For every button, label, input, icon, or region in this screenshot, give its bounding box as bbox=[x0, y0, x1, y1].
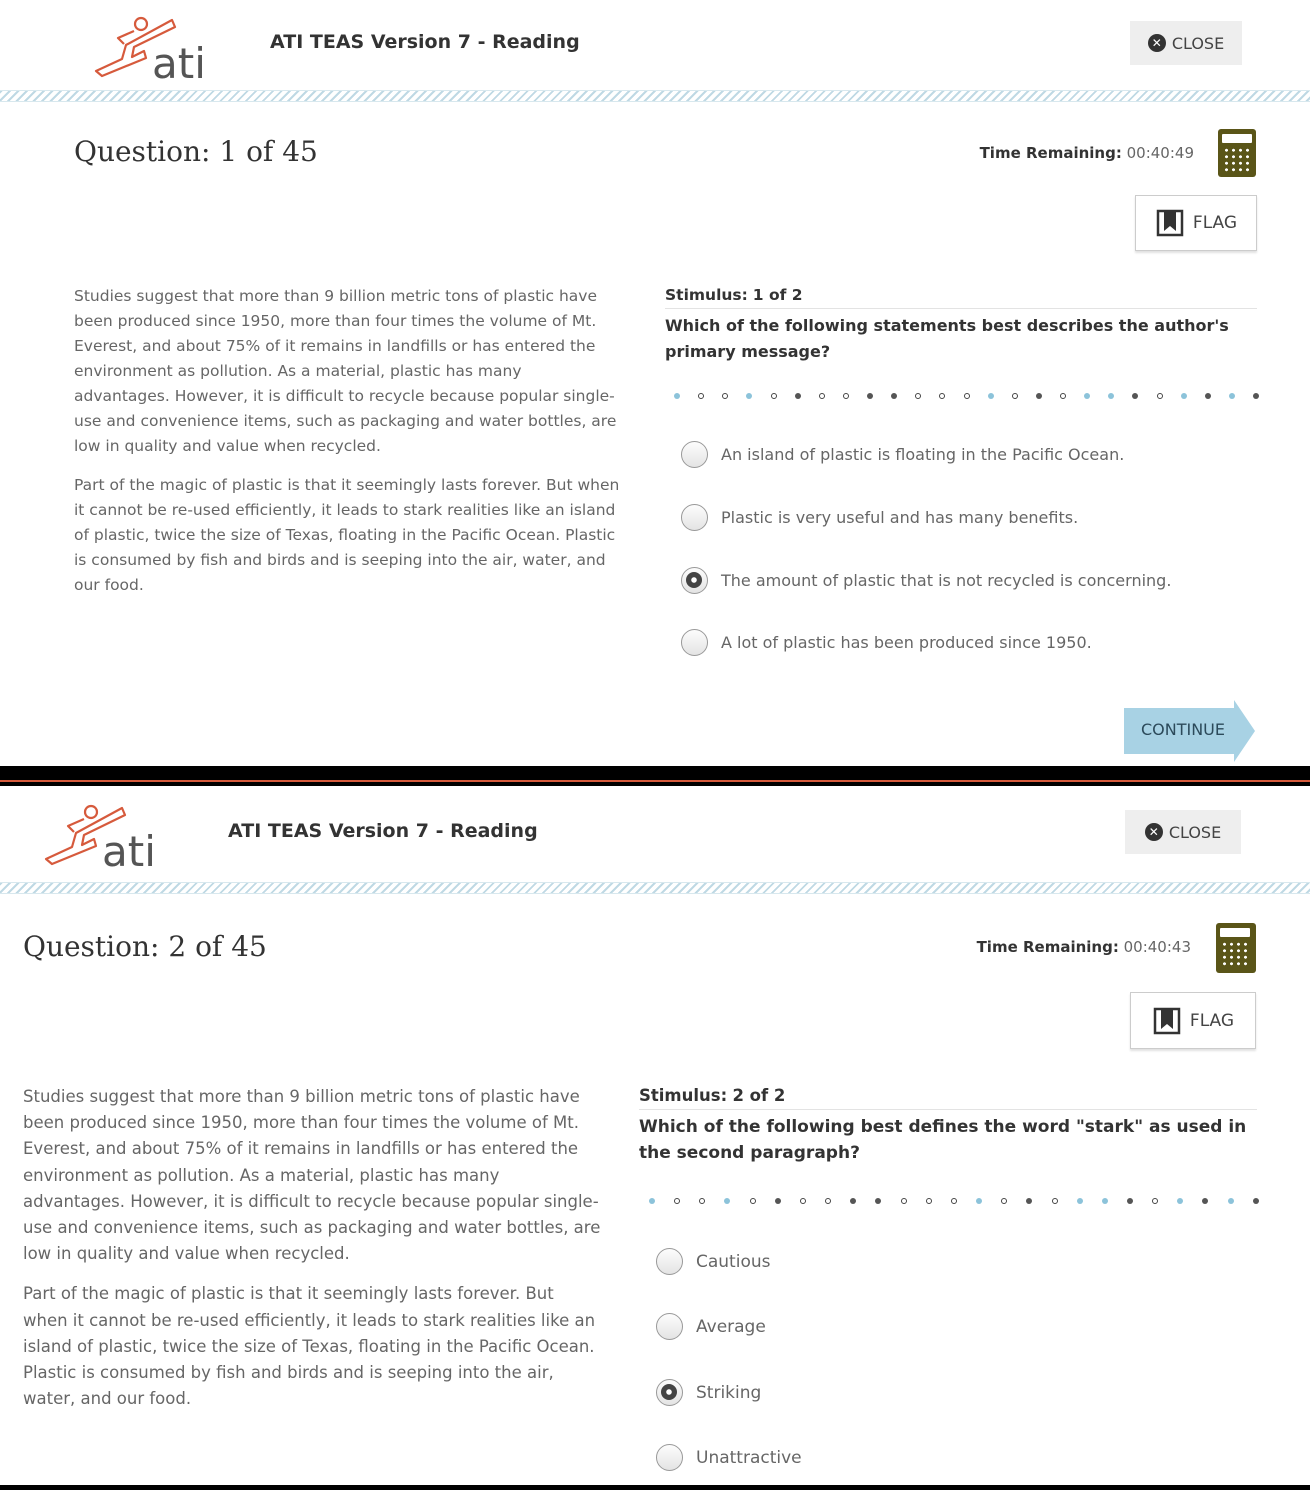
question-text: Which of the following best defines the word "stark" as used in the second paragraph? bbox=[639, 1117, 1247, 1163]
answer-option-text: Striking bbox=[696, 1382, 762, 1403]
progress-dot[interactable] bbox=[850, 1198, 856, 1204]
progress-dot[interactable] bbox=[724, 1198, 730, 1204]
answer-option[interactable] bbox=[656, 1444, 802, 1471]
progress-dot[interactable] bbox=[867, 393, 873, 399]
quiz-screen-2 bbox=[0, 786, 1310, 1485]
time-label: Time Remaining: bbox=[976, 938, 1119, 956]
progress-dot[interactable] bbox=[722, 393, 728, 399]
progress-dot[interactable] bbox=[951, 1198, 957, 1204]
radio-button-icon[interactable] bbox=[681, 441, 708, 468]
question-number: Question: 1 of 45 bbox=[74, 135, 318, 168]
flag-button[interactable] bbox=[1135, 195, 1257, 251]
answer-option[interactable] bbox=[656, 1379, 761, 1406]
close-circle-icon: ✕ bbox=[1145, 823, 1163, 841]
radio-button-icon[interactable] bbox=[656, 1313, 683, 1340]
bookmark-flag-icon bbox=[1152, 1006, 1182, 1036]
passage-paragraph: Part of the magic of plastic is that it seemingly lasts forever. But when it cannot be re-used efficiently, it leads to stark realities like an island of plastic, twice the size of Texas, floating in the Pacific Ocean. Plastic is consumed by fish and birds and is seeping into the air, water, and our food. bbox=[23, 1284, 596, 1409]
bookmark-flag-icon bbox=[1155, 208, 1185, 238]
close-button[interactable] bbox=[1130, 21, 1242, 65]
time-value: 00:40:43 bbox=[1123, 938, 1191, 956]
continue-button[interactable] bbox=[1124, 700, 1256, 762]
close-button[interactable] bbox=[1125, 810, 1241, 854]
answer-option-text: Cautious bbox=[696, 1251, 771, 1272]
close-circle-icon: ✕ bbox=[1148, 34, 1166, 52]
progress-dot[interactable] bbox=[1108, 393, 1114, 399]
question-number: Question: 2 of 45 bbox=[23, 930, 267, 963]
progress-dot[interactable] bbox=[1181, 393, 1187, 399]
continue-label: CONTINUE bbox=[1140, 720, 1225, 739]
progress-dot[interactable] bbox=[875, 1198, 881, 1204]
logo-text: ati bbox=[102, 827, 156, 870]
answer-option[interactable] bbox=[656, 1313, 766, 1340]
flag-button[interactable] bbox=[1130, 992, 1256, 1049]
progress-dot[interactable] bbox=[1052, 1198, 1058, 1204]
radio-button-icon[interactable] bbox=[656, 1248, 683, 1275]
progress-dot[interactable] bbox=[1202, 1198, 1208, 1204]
progress-dot[interactable] bbox=[649, 1198, 655, 1204]
answer-option[interactable] bbox=[681, 629, 1092, 656]
app-title: ATI TEAS Version 7 - Reading bbox=[228, 820, 538, 842]
progress-dot[interactable] bbox=[1012, 393, 1018, 399]
progress-dot[interactable] bbox=[775, 1198, 781, 1204]
progress-dot[interactable] bbox=[1001, 1198, 1007, 1204]
progress-dot[interactable] bbox=[1102, 1198, 1108, 1204]
radio-button-icon[interactable] bbox=[681, 504, 708, 531]
time-remaining bbox=[980, 144, 1194, 162]
answer-option[interactable] bbox=[656, 1248, 770, 1275]
passage-paragraph: Studies suggest that more than 9 billion metric tons of plastic have been produced since 1950, more than four times the volume of Mt. Everest, and about 75% of it remains in landfills or has entered the environment as pollution. As a material, plastic has many advantages. However, it is difficult to recycle because popular single-use and convenience items, such as packaging and water bottles, are low in quality and value when recycled. bbox=[74, 287, 617, 455]
progress-dot[interactable] bbox=[1152, 1198, 1158, 1204]
answer-option[interactable] bbox=[681, 441, 1124, 468]
answer-option-text: Plastic is very useful and has many benefits. bbox=[721, 508, 1079, 527]
flag-label: FLAG bbox=[1189, 1010, 1235, 1031]
progress-dot[interactable] bbox=[1060, 393, 1066, 399]
answer-option[interactable] bbox=[681, 567, 1171, 594]
passage bbox=[74, 284, 622, 598]
radio-button-icon[interactable] bbox=[656, 1444, 683, 1471]
passage bbox=[23, 1084, 603, 1412]
header-divider bbox=[0, 882, 1310, 894]
calculator-icon[interactable] bbox=[1216, 923, 1256, 973]
answer-option-text: The amount of plastic that is not recycled is concerning. bbox=[721, 571, 1172, 590]
app-title: ATI TEAS Version 7 - Reading bbox=[270, 31, 580, 53]
header-divider bbox=[0, 90, 1310, 102]
stimulus-block bbox=[639, 1086, 1257, 1166]
progress-dot[interactable] bbox=[843, 393, 849, 399]
progress-dot[interactable] bbox=[1157, 393, 1163, 399]
progress-dot[interactable] bbox=[746, 393, 752, 399]
header bbox=[0, 786, 1310, 886]
ati-logo bbox=[44, 802, 164, 870]
progress-dot[interactable] bbox=[976, 1198, 982, 1204]
progress-dot[interactable] bbox=[819, 393, 825, 399]
answer-option-text: A lot of plastic has been produced since 1950. bbox=[721, 633, 1092, 652]
logo-text: ati bbox=[152, 39, 206, 82]
progress-dot[interactable] bbox=[1084, 393, 1090, 399]
close-label: CLOSE bbox=[1168, 822, 1222, 842]
flag-label: FLAG bbox=[1192, 213, 1238, 233]
progress-dot[interactable] bbox=[1026, 1198, 1032, 1204]
progress-dot[interactable] bbox=[698, 393, 704, 399]
question-progress-dots bbox=[649, 1198, 1259, 1204]
progress-dot[interactable] bbox=[750, 1198, 756, 1204]
progress-dot[interactable] bbox=[1127, 1198, 1133, 1204]
ati-logo bbox=[94, 14, 214, 82]
calculator-icon[interactable] bbox=[1218, 129, 1256, 177]
progress-dot[interactable] bbox=[1077, 1198, 1083, 1204]
answer-option-text: Average bbox=[696, 1316, 766, 1337]
progress-dot[interactable] bbox=[926, 1198, 932, 1204]
header bbox=[0, 0, 1310, 100]
progress-dot[interactable] bbox=[1177, 1198, 1183, 1204]
progress-dot[interactable] bbox=[1132, 393, 1138, 399]
progress-dot[interactable] bbox=[1036, 393, 1042, 399]
radio-button-icon[interactable] bbox=[681, 567, 708, 594]
answer-option-text: An island of plastic is floating in the Pacific Ocean. bbox=[721, 445, 1125, 464]
progress-dot[interactable] bbox=[964, 393, 970, 399]
answer-option[interactable] bbox=[681, 504, 1078, 531]
progress-dot[interactable] bbox=[674, 393, 680, 399]
screen-separator bbox=[0, 780, 1310, 782]
progress-dot[interactable] bbox=[674, 1198, 680, 1204]
radio-button-icon[interactable] bbox=[656, 1379, 683, 1406]
stimulus-block bbox=[665, 286, 1257, 365]
time-remaining bbox=[977, 938, 1191, 956]
answer-option-text: Unattractive bbox=[696, 1447, 802, 1468]
progress-dot[interactable] bbox=[795, 393, 801, 399]
progress-dot[interactable] bbox=[771, 393, 777, 399]
time-label: Time Remaining: bbox=[979, 144, 1122, 162]
progress-dot[interactable] bbox=[901, 1198, 907, 1204]
close-label: CLOSE bbox=[1171, 33, 1225, 53]
stimulus-label: Stimulus: 1 of 2 bbox=[665, 286, 1257, 309]
passage-paragraph: Studies suggest that more than 9 billion metric tons of plastic have been produced since 1950, more than four times the volume of Mt. Everest, and about 75% of it remains in landfills or has entered the environment as pollution. As a material, plastic has many advantages. However, it is difficult to recycle because popular single-use and convenience items, such as packaging and water bottles, are low in quality and value when recycled. bbox=[23, 1087, 601, 1264]
progress-dot[interactable] bbox=[915, 393, 921, 399]
progress-dot[interactable] bbox=[800, 1198, 806, 1204]
progress-dot[interactable] bbox=[1253, 393, 1259, 399]
progress-dot[interactable] bbox=[891, 393, 897, 399]
progress-dot[interactable] bbox=[1228, 1198, 1234, 1204]
question-text: Which of the following statements best describes the author's primary message? bbox=[665, 316, 1229, 361]
radio-button-icon[interactable] bbox=[681, 629, 708, 656]
progress-dot[interactable] bbox=[939, 393, 945, 399]
progress-dot[interactable] bbox=[1253, 1198, 1259, 1204]
progress-dot[interactable] bbox=[699, 1198, 705, 1204]
progress-dot[interactable] bbox=[988, 393, 994, 399]
time-value: 00:40:49 bbox=[1126, 144, 1194, 162]
stimulus-label: Stimulus: 2 of 2 bbox=[639, 1086, 1257, 1110]
progress-dot[interactable] bbox=[1229, 393, 1235, 399]
progress-dot[interactable] bbox=[825, 1198, 831, 1204]
progress-dot[interactable] bbox=[1205, 393, 1211, 399]
passage-paragraph: Part of the magic of plastic is that it seemingly lasts forever. But when it cannot be re-used efficiently, it leads to stark realities like an island of plastic, twice the size of Texas, floating in the Pacific Ocean. Plastic is consumed by fish and birds and is seeping into the air, water, and our food. bbox=[74, 476, 620, 594]
question-progress-dots bbox=[674, 393, 1259, 399]
